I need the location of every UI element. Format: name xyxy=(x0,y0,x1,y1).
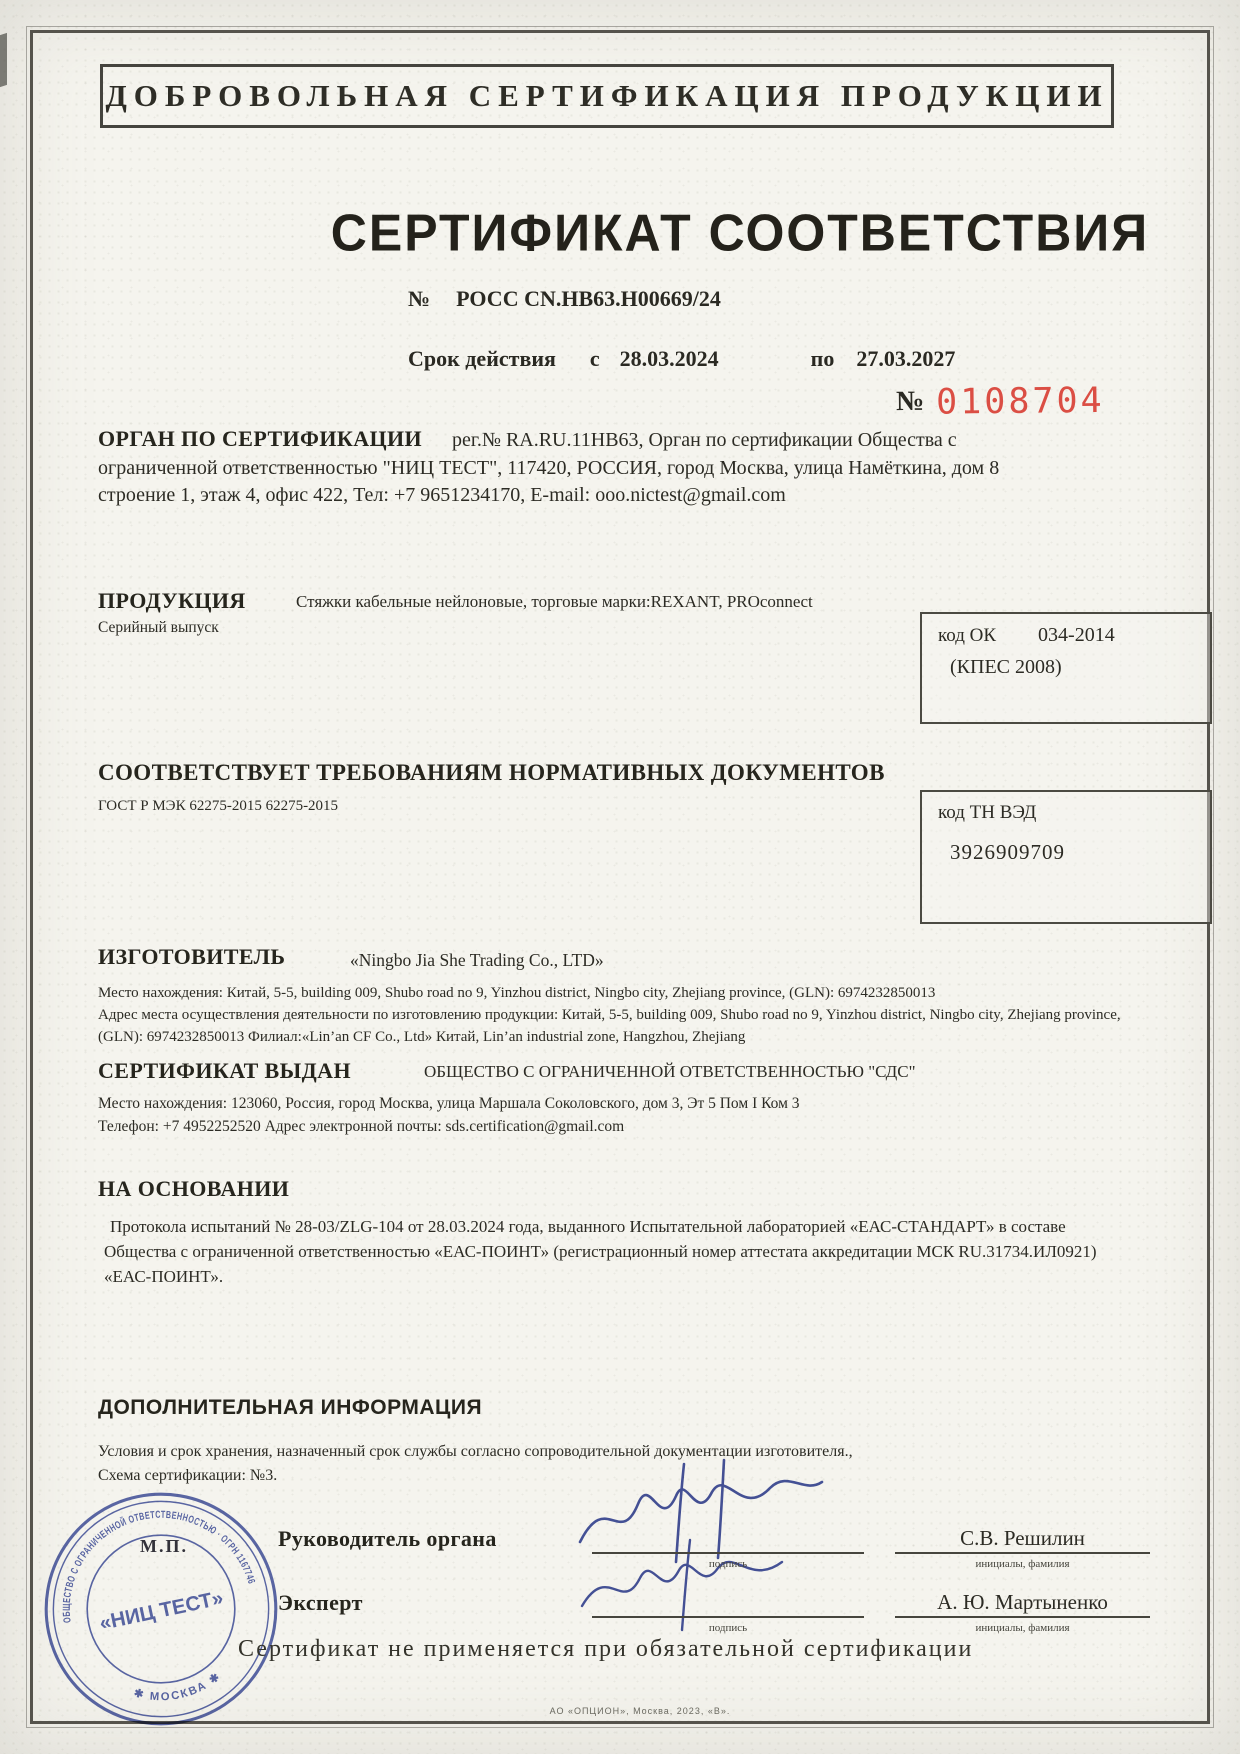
certification-body-text: рег.№ RA.RU.11НВ63, Орган по сертификации Общества с ограниченной ответственностью "НИЦ ТЕСТ", 117420, РОССИЯ, город Москва, улица Намёткина, дом 8 строение 1, этаж 4, офис 422, Тел: +7 9651234170, E-mail: ooo.nictest@gmail.com xyxy=(98,429,1000,507)
issued-to-details xyxy=(98,1092,1144,1139)
issued-to-name: ОБЩЕСТВО С ОГРАНИЧЕННОЙ ОТВЕТСТВЕННОСТЬЮ "СДС" xyxy=(424,1062,916,1081)
validity-to-label: по xyxy=(810,346,835,371)
manufacturer-name: «Ningbo Jia She Trading Co., LTD» xyxy=(350,950,604,970)
basis-heading: НА ОСНОВАНИИ xyxy=(98,1176,290,1201)
form-number-sign: № xyxy=(895,385,925,418)
certificate-reg-number xyxy=(408,286,721,312)
blank-form-number xyxy=(896,381,1105,423)
section-certification-body xyxy=(98,424,1058,510)
product-heading: ПРОДУКЦИЯ xyxy=(98,588,246,613)
validity-from-label: с xyxy=(589,346,600,371)
scan-artifact xyxy=(0,33,7,87)
ok-code-box xyxy=(920,612,1212,724)
printer-imprint: АО «ОПЦИОН», Москва, 2023, «В». xyxy=(549,1706,731,1716)
certificate-title: СЕРТИФИКАТ СООТВЕТСТВИЯ xyxy=(330,203,1150,263)
head-name-caption: инициалы, фамилия xyxy=(975,1558,1070,1570)
expert-signature-caption: подпись xyxy=(708,1622,748,1634)
validity-from-date: 28.03.2024 xyxy=(619,346,719,371)
head-signature-caption: подпись xyxy=(708,1558,748,1570)
issued-to-heading: СЕРТИФИКАТ ВЫДАН xyxy=(98,1058,351,1083)
ok-code-row xyxy=(938,624,1210,647)
product-description: Стяжки кабельные нейлоновые, торговые марки:REXANT, PROconnect xyxy=(296,592,813,611)
validity-label: Срок действия xyxy=(408,346,556,371)
stamp-ring-text: ОБЩЕСТВО С ОГРАНИЧЕННОЙ ОТВЕТСТВЕННОСТЬЮ · ОГРН 1167746 xyxy=(61,1509,258,1624)
ok-code-label: код ОК xyxy=(938,625,997,646)
expert-name-caption: инициалы, фамилия xyxy=(975,1622,1070,1634)
stamp-bottom-text: ✱ МОСКВА ✱ xyxy=(132,1670,224,1704)
round-stamp xyxy=(15,1463,307,1754)
compliance-standards: ГОСТ Р МЭК 62275-2015 62275-2015 xyxy=(98,798,339,814)
manufacturer-production-line: Адрес места осуществления деятельности по изготовлению продукции: Китай, 5-5, building 009, Shubo road no 9, Yinzhou district, Ningbo city, Zhejiang province, (GLN): 6974232850013 Филиал:«Lin’an CF Co., Ltd» Китай, Lin’an industrial zone, Hangzhou, Zhejiang xyxy=(98,1007,1121,1046)
tnved-code-label: код ТН ВЭД xyxy=(938,802,1037,823)
additional-info-line2: Схема сертификации: №3. xyxy=(98,1467,278,1484)
compliance-heading: СООТВЕТСТВУЕТ ТРЕБОВАНИЯМ НОРМАТИВНЫХ ДОКУМЕНТОВ xyxy=(98,760,885,785)
additional-info-heading: ДОПОЛНИТЕЛЬНАЯ ИНФОРМАЦИЯ xyxy=(98,1396,483,1419)
expert-role-label: Эксперт xyxy=(278,1590,363,1615)
banner-text: ДОБРОВОЛЬНАЯ СЕРТИФИКАЦИЯ ПРОДУКЦИИ xyxy=(105,78,1109,113)
reg-number-sign: № xyxy=(408,286,431,311)
footer-note: Сертификат не применяется при обязательной сертификации xyxy=(238,1636,974,1662)
reg-number-value: РОСС CN.НВ63.Н00669/24 xyxy=(456,286,721,311)
manufacturer-details xyxy=(98,982,1144,1049)
issued-to-address-line: Место нахождения: 123060, Россия, город Москва, улица Маршала Соколовского, дом 3, Эт 5 Пом I Ком 3 xyxy=(98,1095,800,1112)
manufacturer-heading: ИЗГОТОВИТЕЛЬ xyxy=(98,944,286,969)
head-of-body-name: С.В. Решилин xyxy=(960,1526,1085,1550)
expert-signature-line xyxy=(592,1580,864,1618)
expert-name: А. Ю. Мартыненко xyxy=(937,1590,1108,1614)
stamp-center-text: «НИЦ ТЕСТ» xyxy=(97,1586,226,1636)
issued-to-contact-line: Телефон: +7 4952252520 Адрес электронной почты: sds.certification@gmail.com xyxy=(98,1118,625,1136)
head-signature-line xyxy=(592,1516,864,1554)
certification-body-heading: ОРГАН ПО СЕРТИФИКАЦИИ xyxy=(98,426,423,451)
mp-label: М.П. xyxy=(140,1536,188,1556)
ok-code-value2: (КПЕС 2008) xyxy=(950,656,1062,678)
ok-code-value: 034-2014 xyxy=(1038,624,1115,646)
form-number-value: 0108704 xyxy=(935,380,1105,423)
tnved-code-box xyxy=(920,790,1212,924)
manufacturer-address-line: Место нахождения: Китай, 5-5, building 009, Shubo road no 9, Yinzhou district, Ningbo city, Zhejiang province, (GLN): 6974232850013 xyxy=(98,985,936,1001)
validity-to-date: 27.03.2027 xyxy=(856,346,956,371)
product-subheading: Серийный выпуск xyxy=(98,619,219,636)
voluntary-certification-banner xyxy=(100,64,1114,128)
tnved-code-value: 3926909709 xyxy=(950,840,1065,864)
head-of-body-role-label: Руководитель органа xyxy=(278,1526,497,1551)
basis-text: Протокола испытаний № 28-03/ZLG-104 от 28.03.2024 года, выданного Испытательной лабораторией «ЕАС-СТАНДАРТ» в составе Общества с ограниченной ответственностью «ЕАС-ПОИНТ» (регистрационный номер аттестата аккредитации МСК RU.31734.ИЛ0921) «ЕАС-ПОИНТ». xyxy=(104,1217,1097,1287)
validity-period xyxy=(408,346,955,372)
additional-info-line1: Условия и срок хранения, назначенный срок службы согласно сопроводительной документации изготовителя., xyxy=(98,1443,853,1460)
